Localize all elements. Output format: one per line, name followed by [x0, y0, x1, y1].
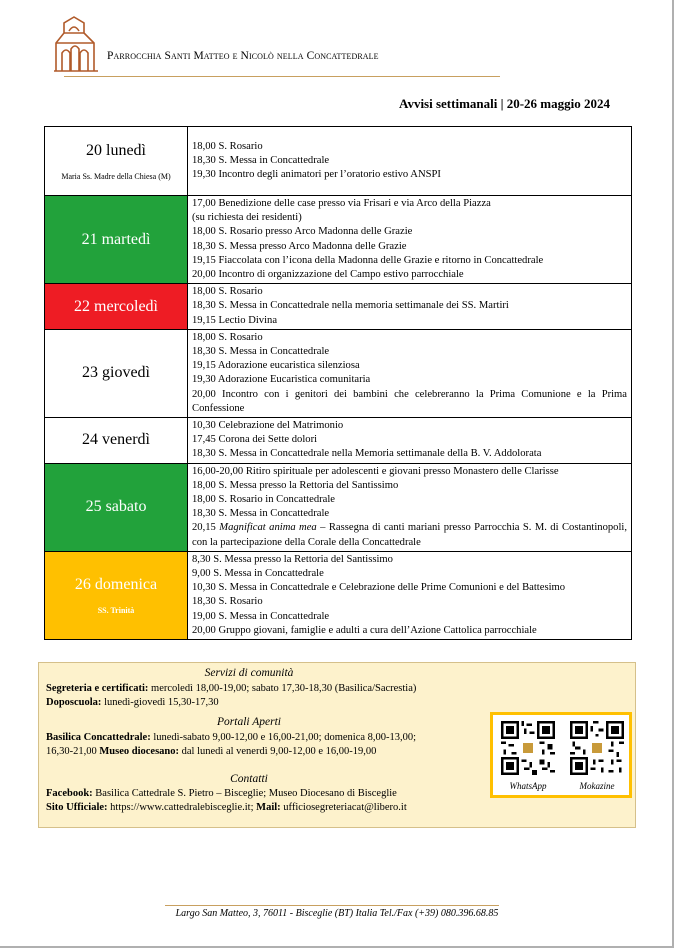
event-item: 19,15 Lectio Divina	[192, 314, 278, 326]
table-row	[45, 196, 632, 284]
event-item: (su richiesta dei residenti)	[192, 212, 302, 224]
facebook-label: Facebook:	[46, 788, 93, 799]
day-name: 25 sabato	[85, 498, 147, 516]
day-cell-thursday	[45, 329, 188, 417]
footer-divider	[165, 905, 499, 906]
event-item: 17,45 Corona dei Sette dolori	[192, 434, 318, 446]
event-item: 10,30 Celebrazione del Matrimonio	[192, 420, 344, 432]
event-item: 18,00 S. Rosario	[192, 141, 263, 152]
table-row	[45, 418, 632, 464]
schedule-table	[44, 126, 632, 640]
servizi-title: Servizi di comunità	[204, 667, 294, 679]
day-cell-monday	[45, 127, 188, 196]
mokazine-label: Mokazine	[579, 781, 615, 791]
event-item: 20,00 Incontro con i genitori dei bambini che celebreranno la Prima Comunione e la Prima Confessione	[192, 388, 627, 414]
mail-label: Mail:	[256, 802, 281, 813]
special-event-item	[192, 521, 627, 549]
footer-address: Largo San Matteo, 3, 76011 - Bisceglie (BT) Italia Tel./Fax (+39) 080.396.68.85	[175, 908, 499, 919]
table-row	[45, 551, 632, 639]
event-item: 18,30 S. Messa in Concattedrale nella Memoria settimanale della B. V. Addolorata	[192, 448, 542, 460]
event-item: 16,00-20,00 Ritiro spirituale per adolescenti e giovani presso Monastero delle Clarisse	[192, 465, 559, 477]
museo-text: dal lunedì al venerdì 9,00-12,00 e 16,00-19,00	[181, 746, 377, 757]
event-item: 19,30 Adorazione Eucaristica comunitaria	[192, 374, 371, 386]
event-item: 17,00 Benedizione delle case presso via Frisari e via Arco della Piazza	[192, 198, 491, 209]
event-item: 18,30 S. Rosario	[192, 596, 263, 608]
table-row	[45, 329, 632, 417]
event-item: 20,00 Gruppo giovani, famiglie e adulti a cura dell’Azione Cattolica parrocchiale	[192, 624, 537, 636]
event-item: 18,30 S. Messa in Concattedrale	[192, 155, 330, 167]
day-subtitle: SS. Trinità	[97, 605, 135, 615]
event-item: 19,30 Incontro degli animatori per l’oratorio estivo ANSPI	[192, 169, 441, 181]
special-event-time: 20,15	[192, 522, 216, 534]
day-cell-saturday	[45, 463, 188, 551]
qr-codes-frame	[490, 712, 632, 798]
events-cell	[188, 127, 632, 196]
event-item: 18,30 S. Messa in Concattedrale nella memoria settimanale dei SS. Martiri	[192, 300, 509, 312]
basilica-line	[46, 731, 416, 744]
day-subtitle: Maria Ss. Madre della Chiesa (M)	[61, 171, 171, 181]
day-cell-wednesday	[45, 284, 188, 330]
sito-link[interactable]: https://www.cattedralebisceglie.it;	[110, 802, 254, 813]
basilica-label: Basilica Concattedrale:	[46, 732, 151, 743]
day-name: 21 martedì	[81, 230, 151, 248]
table-row	[45, 463, 632, 551]
special-event-title: Magnificat anima mea	[219, 522, 317, 534]
museo-label: Museo diocesano:	[99, 746, 179, 757]
event-item: 18,00 S. Rosario presso Arco Madonna delle Grazie	[192, 226, 413, 238]
event-item: 18,00 S. Rosario	[192, 286, 263, 298]
day-name: 20 lunedì	[86, 141, 146, 159]
event-item: 20,00 Incontro di organizzazione del Campo estivo parrocchiale	[192, 269, 464, 281]
events-cell	[188, 418, 632, 464]
event-item: 9,00 S. Messa in Concattedrale	[192, 568, 324, 580]
event-item: 8,30 S. Messa presso la Rettoria del Santissimo	[192, 553, 393, 565]
mail-link[interactable]: ufficiosegreteriacat@libero.it	[283, 802, 407, 813]
events-cell	[188, 551, 632, 639]
day-name: 26 domenica	[74, 575, 158, 593]
day-cell-sunday	[45, 551, 188, 639]
events-cell	[188, 463, 632, 551]
portali-title: Portali Aperti	[217, 716, 281, 728]
facebook-line	[46, 787, 397, 800]
sito-line	[46, 801, 407, 814]
event-item: 18,00 S. Rosario	[192, 331, 263, 343]
sito-label: Sito Ufficiale:	[46, 802, 108, 813]
basilica-text: lunedì-sabato 9,00-12,00 e 16,00-21,00; domenica 8,00-13,00;	[153, 732, 417, 743]
doposcuola-label: Doposcuola:	[46, 697, 102, 708]
event-item: 18,30 S. Messa presso Arco Madonna delle Grazie	[192, 240, 407, 252]
contatti-title: Contatti	[230, 773, 268, 785]
event-item: 18,30 S. Messa in Concattedrale	[192, 346, 330, 358]
parish-name-text: Parrocchia Santi Matteo e Nicolò nella Concattedrale	[107, 50, 379, 62]
day-name: 24 venerdì	[82, 431, 150, 449]
mokazine-qr-icon[interactable]	[570, 721, 624, 775]
events-cell	[188, 284, 632, 330]
church-logo-icon	[52, 15, 102, 73]
table-row	[45, 284, 632, 330]
day-name: 23 giovedì	[82, 364, 150, 382]
event-item: 18,00 S. Messa presso la Rettoria del Santissimo	[192, 479, 399, 491]
segreteria-label: Segreteria e certificati:	[46, 683, 149, 694]
doposcuola-text: lunedì-giovedì 15,30-17,30	[104, 697, 219, 708]
day-cell-friday	[45, 418, 188, 464]
segreteria-line	[46, 682, 416, 695]
events-cell	[188, 196, 632, 284]
day-cell-tuesday	[45, 196, 188, 284]
event-item: 18,00 S. Rosario in Concattedrale	[192, 494, 335, 506]
event-item: 19,15 Adorazione eucaristica silenziosa	[192, 360, 360, 372]
event-item: 18,30 S. Messa in Concattedrale	[192, 508, 330, 520]
event-item: 19,00 S. Messa in Concattedrale	[192, 610, 330, 622]
museo-line	[46, 745, 376, 758]
week-title: Avvisi settimanali | 20-26 maggio 2024	[399, 96, 610, 111]
event-item: 10,30 S. Messa in Concattedrale e Celebrazione delle Prime Comunioni e del Battesimo	[192, 582, 566, 594]
events-cell	[188, 329, 632, 417]
doposcuola-line	[46, 696, 219, 709]
table-row	[45, 127, 632, 196]
whatsapp-qr-icon[interactable]	[501, 721, 555, 775]
info-box	[38, 662, 636, 828]
facebook-text: Basilica Cattedrale S. Pietro – Bisceglie; Museo Diocesano di Bisceglie	[95, 788, 397, 799]
header-divider	[64, 76, 500, 77]
parish-name	[107, 50, 379, 62]
event-item: 19,15 Fiaccolata con l’icona della Madonna delle Grazie e ritorno in Concattedrale	[192, 254, 544, 266]
segreteria-text: mercoledì 18,00-19,00; sabato 17,30-18,30 (Basilica/Sacrestia)	[151, 683, 417, 694]
special-event-rest: – Rassegna di canti mariani presso Parrocchia S. M. di Costantinopoli, con la partecipazione della Corale della Concattedrale	[192, 522, 627, 548]
basilica-text-cont: 16,30-21,00	[46, 746, 97, 757]
day-name: 22 mercoledì	[74, 297, 158, 315]
whatsapp-label: WhatsApp	[509, 781, 547, 791]
